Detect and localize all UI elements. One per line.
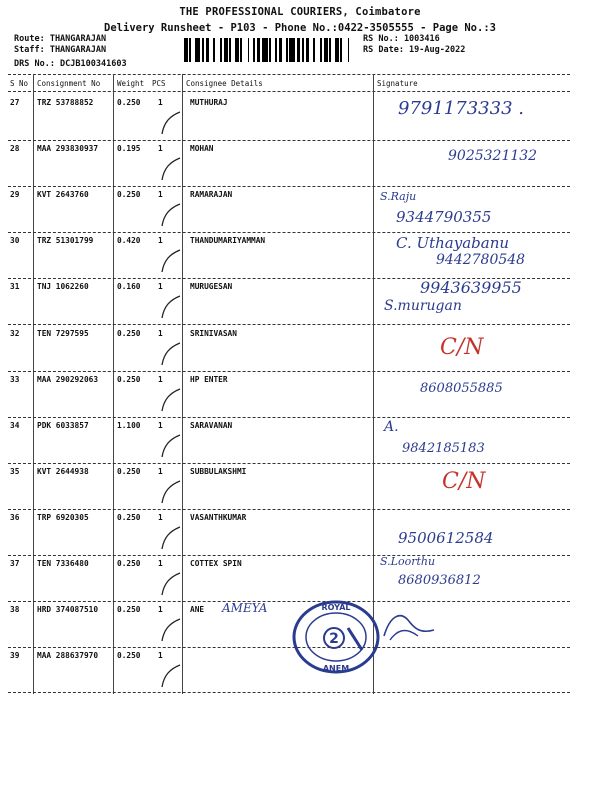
cell-consignee: MUTHURAJ [190,98,228,107]
cell-pcs: 1 [158,374,163,384]
cell-sno: 37 [10,559,20,568]
cell-weight: 0.160 [117,282,141,292]
tick-mark-icon [150,108,190,142]
row-divider [8,601,570,602]
cell-pcs: 1 [158,282,163,292]
cell-sno: 30 [10,236,20,246]
cell-consignee: SARAVANAN [190,420,233,430]
route-label: Route: THANGARAJAN [14,34,107,44]
cell-pcs: 1 [158,420,163,430]
barcode-bar [349,38,353,62]
cell-weight: 0.250 [117,559,141,568]
cell-consignment: TRP 6920305 [37,512,89,522]
cell-consignment: MAA 288637970 [37,651,99,661]
tick-mark-icon [150,615,190,649]
cell-weight: 0.250 [117,651,141,661]
cell-weight: 0.250 [117,512,141,522]
rs-number: RS No.: 1003416 [363,34,440,44]
cell-consignee: HP ENTER [190,374,228,384]
cell-weight: 0.250 [117,98,141,107]
cell-consignee: ANE [190,605,205,615]
table-row [0,467,600,513]
cell-consignment: MAA 290292063 [37,374,99,384]
signature-text: 9025321132 [448,148,538,165]
col-header-details: Consignee Details [186,79,263,88]
signature-text: 9500612584 [398,528,494,547]
tick-mark-icon [150,431,190,465]
cell-pcs: 1 [158,512,163,522]
tick-mark-icon [150,661,190,695]
row-divider [8,555,570,556]
col-header-consignment: Consignment No [37,79,101,88]
cell-consignment: PDK 6033857 [37,420,89,430]
table-row [0,513,600,559]
cell-weight: 1.100 [117,420,141,430]
row-divider [8,509,570,510]
cell-weight: 0.250 [117,466,141,476]
cell-sno: 27 [10,98,20,107]
cell-pcs: 1 [158,144,163,154]
row-divider [8,324,570,325]
page-title: THE PROFESSIONAL COURIERS, Coimbatore [179,6,421,18]
signature-phone: 9842185183 [402,440,485,456]
cell-sno: 35 [10,466,20,476]
cell-consignment: KVT 2643760 [37,190,89,200]
row-divider [8,647,570,648]
barcode [184,38,354,62]
signature-phone: 9344790355 [396,208,492,227]
stamp-text-top: ROYAL [321,603,351,612]
cell-sno: 32 [10,328,20,338]
row-divider [8,417,570,418]
cell-pcs: 1 [158,559,163,568]
cell-consignment: HRD 374087510 [37,605,99,615]
table-row [0,278,600,328]
tick-mark-icon [150,477,190,511]
tick-mark-icon [150,292,190,326]
cell-weight: 0.250 [117,328,141,338]
tick-mark-icon [150,154,190,188]
table-row [0,418,600,467]
cell-pcs: 1 [158,605,163,615]
table-row [0,190,600,236]
signature-text: C/N [442,468,486,494]
row-divider [8,463,570,464]
cell-consignee: MOHAN [190,144,214,154]
tick-mark-icon [150,246,190,280]
cell-consignee: RAMARAJAN [190,190,233,200]
cell-sno: 28 [10,144,20,154]
cell-consignment: TEN 7336480 [37,559,89,568]
stamp-center: 2 [329,631,339,647]
cell-weight: 0.250 [117,605,141,615]
signature-text: 9943639955 [420,278,522,298]
cell-sno: 34 [10,420,20,430]
col-header-sno: S No [10,79,29,88]
signature-text: AMEYA [222,601,268,616]
signature-scribble [380,606,440,646]
table-row [0,329,600,375]
company-stamp [290,598,382,676]
cell-consignee: THANDUMARIYAMMAN [190,236,266,246]
cell-consignment: TNJ 1062260 [37,282,89,292]
signature-phone: S.murugan [384,298,462,315]
table-row [0,144,600,190]
signature-text: 8608055885 [420,380,503,396]
cell-consignee: VASANTHKUMAR [190,512,247,522]
cell-pcs: 1 [158,190,163,200]
cell-sno: 39 [10,651,20,661]
signature-phone: 9442780548 [436,252,526,269]
cell-sno: 31 [10,282,20,292]
tick-mark-icon [150,569,190,603]
row-divider [8,140,570,141]
header-bottom-line [8,91,570,92]
staff-label: Staff: THANGARAJAN [14,45,107,55]
table-row [0,98,600,144]
cell-consignment: TRZ 51301799 [37,236,94,246]
col-header-pcs: PCS [152,79,166,88]
header-top-line [8,74,570,75]
cell-weight: 0.195 [117,144,141,154]
row-divider [8,232,570,233]
cell-pcs: 1 [158,236,163,246]
cell-consignee: SRINIVASAN [190,328,237,338]
signature-text: S.Loorthu [380,555,436,568]
cell-consignment: TEN 7297595 [37,328,89,338]
signature-text: 9791173333 . [398,98,524,119]
cell-sno: 33 [10,374,20,384]
cell-consignment: TRZ 53788852 [37,98,94,107]
cell-consignee: SUBBULAKSHMI [190,466,247,476]
row-divider [8,186,570,187]
cell-pcs: 1 [158,328,163,338]
row-divider [8,371,570,372]
tick-mark-icon [150,339,190,373]
drs-number: DRS No.: DCJB100341603 [14,59,127,69]
signature-text: C. Uthayabanu [396,234,510,253]
cell-weight: 0.250 [117,190,141,200]
cell-pcs: 1 [158,466,163,476]
cell-weight: 0.420 [117,236,141,246]
cell-pcs: 1 [158,651,163,661]
signature-text: A. [384,418,399,435]
signature-text: C/N [440,334,484,360]
cell-weight: 0.250 [117,374,141,384]
col-header-weight: Weight [117,79,145,88]
cell-consignment: MAA 293830937 [37,144,99,154]
cell-consignee: COTTEX SPIN [190,559,242,568]
cell-consignment: KVT 2644938 [37,466,89,476]
cell-sno: 36 [10,512,20,522]
cell-sno: 38 [10,605,20,615]
cell-pcs: 1 [158,98,163,107]
tick-mark-icon [150,200,190,234]
page-subtitle: Delivery Runsheet - P103 - Phone No.:0422-3505555 - Page No.:3 [104,22,496,34]
cell-consignee: MURUGESAN [190,282,233,292]
tick-mark-icon [150,385,190,419]
table-row [0,375,600,421]
cell-sno: 29 [10,190,20,200]
tick-mark-icon [150,523,190,557]
signature-phone: 8680936812 [398,573,481,588]
col-header-signature: Signature [377,79,418,88]
table-row [0,236,600,282]
signature-text: S.Raju [380,190,417,204]
stamp-text-bottom: ANEM [322,664,350,673]
rs-date: RS Date: 19-Aug-2022 [363,45,466,55]
table-bottom-line [8,692,570,693]
